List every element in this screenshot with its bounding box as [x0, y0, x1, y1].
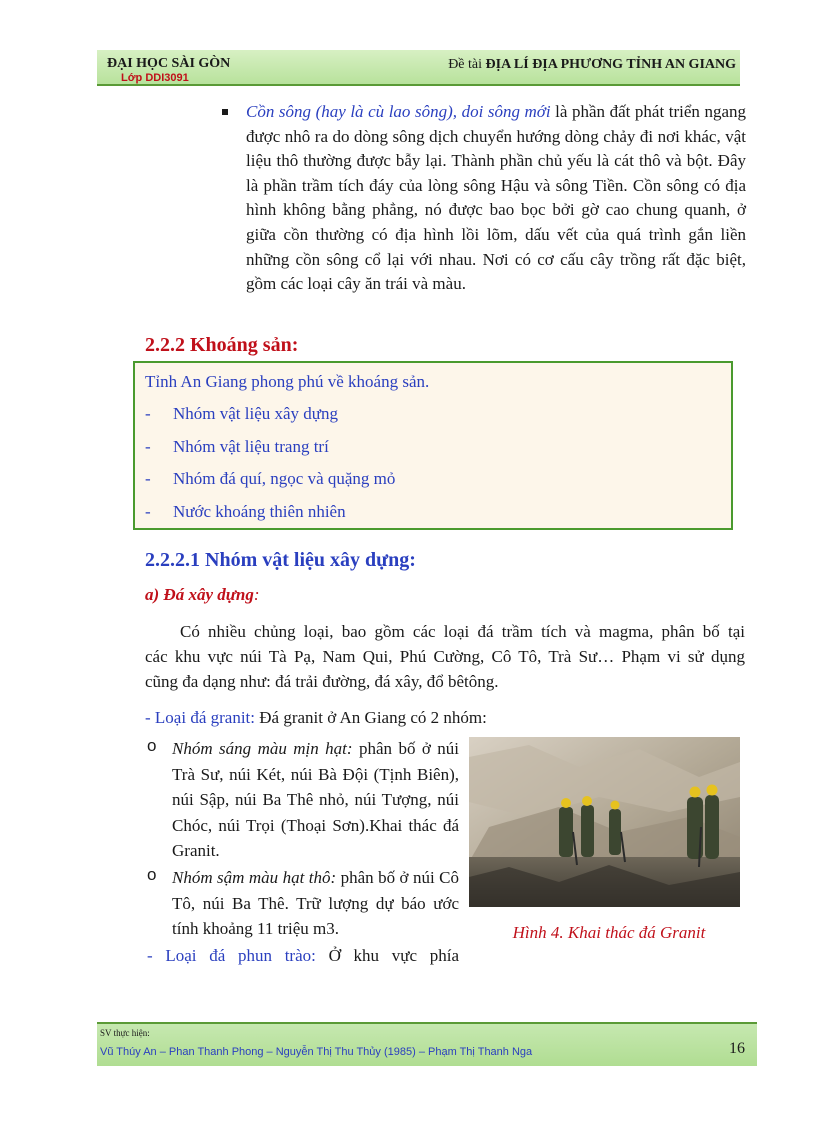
granite-label: - Loại đá granit:	[145, 708, 255, 727]
footer-label: SV thực hiện:	[100, 1028, 150, 1038]
dash-bullet: -	[145, 437, 151, 456]
minerals-item-label: Nhóm vật liệu trang trí	[173, 437, 329, 456]
stone-para-line: cũng đa dạng như: đá trải đường, đá xây, đổ bêtông.	[145, 672, 499, 691]
granite-text: Đá granit ở An Giang có 2 nhóm:	[255, 708, 487, 727]
granite-quarry-photo	[469, 737, 740, 907]
minerals-intro: Tỉnh An Giang phong phú về khoáng sản.	[145, 372, 430, 391]
footer-authors: Vũ Thúy An – Phan Thanh Phong – Nguyễn Thị Thu Thủy (1985) – Phạm Thị Thanh Nga	[100, 1046, 533, 1058]
light-granite-text	[172, 736, 459, 864]
minerals-item-label: Nước khoáng thiên nhiên	[173, 502, 346, 521]
dash-bullet: -	[145, 502, 151, 521]
minerals-item	[145, 437, 329, 457]
light-granite-item	[147, 736, 459, 864]
page-header	[97, 50, 740, 86]
cons-text: là phần đất phát triển ngang được nhô ra do dòng sông dịch chuyển hướng dòng chảy đi nơi khác, vật liệu thô thường được bẫy lại. Thành phần chủ yếu là cát thô và bột. Đây là phần trầm tích đáy của lòng sông Hậu và sông Tiền. Cồn sông có địa hình không bằng phẳng, nó được bao bọc bởi gờ cao chung quanh, ở giữa cồn thường có địa hình lồi lõm, dấu vết của quá trình gắn liền những cồn sông cổ lại với nhau. Nơi có cơ cấu cây trồng rất đặc biệt, gồm các loại cây ăn trái và màu.	[246, 102, 746, 294]
dark-granite-text	[172, 865, 459, 942]
minerals-item	[145, 404, 338, 424]
quarry-illustration	[469, 737, 740, 907]
topic-prefix: Đề tài	[448, 57, 483, 72]
construction-heading: 2.2.2.1 Nhóm vật liệu xây dựng:	[145, 549, 416, 571]
stone-subheading-colon: :	[253, 585, 260, 604]
stone-subheading	[145, 585, 260, 605]
topic-name: ĐỊA LÍ ĐỊA PHƯƠNG TỈNH AN GIANG	[485, 57, 736, 72]
university-name: ĐẠI HỌC SÀI GÒN	[107, 56, 231, 71]
granite-line	[145, 705, 745, 730]
dash-bullet: -	[145, 469, 151, 488]
volcanic-text: Ở khu vực phía	[315, 946, 459, 965]
page-number: 16	[729, 1040, 745, 1057]
cons-bullet-item	[222, 100, 746, 297]
minerals-item	[145, 502, 346, 522]
light-granite-body: phân bố ở núi Trà Sư, núi Két, núi Bà Đội (Tịnh Biên), núi Sập, núi Ba Thê nhỏ, núi Tượng, núi Chóc, núi Trọi (Thoại Sơn).Khai thác đá Granit.	[172, 739, 459, 860]
cons-term: Cồn sông (hay là cù lao sông), doi sông mới	[246, 102, 551, 121]
minerals-heading: 2.2.2 Khoáng sản:	[145, 334, 299, 356]
topic-title	[448, 57, 736, 73]
square-bullet-icon	[222, 109, 228, 115]
stone-para-line: các khu vực núi Tà Pạ, Nam Qui, Phú Cường, Cô Tô, Trà Sư… Phạm vi sử dụng	[145, 647, 745, 666]
dash-bullet: -	[145, 404, 151, 423]
cons-paragraph	[246, 100, 746, 297]
volcanic-line	[147, 943, 459, 968]
dark-granite-item	[147, 865, 459, 942]
stone-subheading-text: a) Đá xây dựng	[145, 585, 254, 604]
class-code: Lớp DDI3091	[121, 72, 189, 84]
circle-bullet-icon: o	[147, 865, 157, 884]
dark-granite-body: phân bố ở núi Cô Tô, núi Ba Thê. Trữ lượng dự báo ước tính khoảng 11 triệu m3.	[172, 868, 459, 938]
dark-granite-label: Nhóm sậm màu hạt thô:	[172, 868, 337, 887]
page-footer	[97, 1022, 757, 1066]
light-granite-label: Nhóm sáng màu mịn hạt:	[172, 739, 353, 758]
minerals-item-label: Nhóm vật liệu xây dựng	[173, 404, 339, 423]
minerals-item-label: Nhóm đá quí, ngọc và quặng mỏ	[173, 469, 396, 488]
figure-caption: Hình 4. Khai thác đá Granit	[512, 923, 706, 942]
volcanic-label: - Loại đá phun trào:	[147, 946, 316, 965]
minerals-item	[145, 469, 395, 489]
circle-bullet-icon: o	[147, 736, 157, 755]
stone-para-line: Có nhiều chủng loại, bao gồm các loại đá trầm tích và magma, phân bố tại	[180, 622, 745, 641]
minerals-box	[133, 361, 733, 530]
